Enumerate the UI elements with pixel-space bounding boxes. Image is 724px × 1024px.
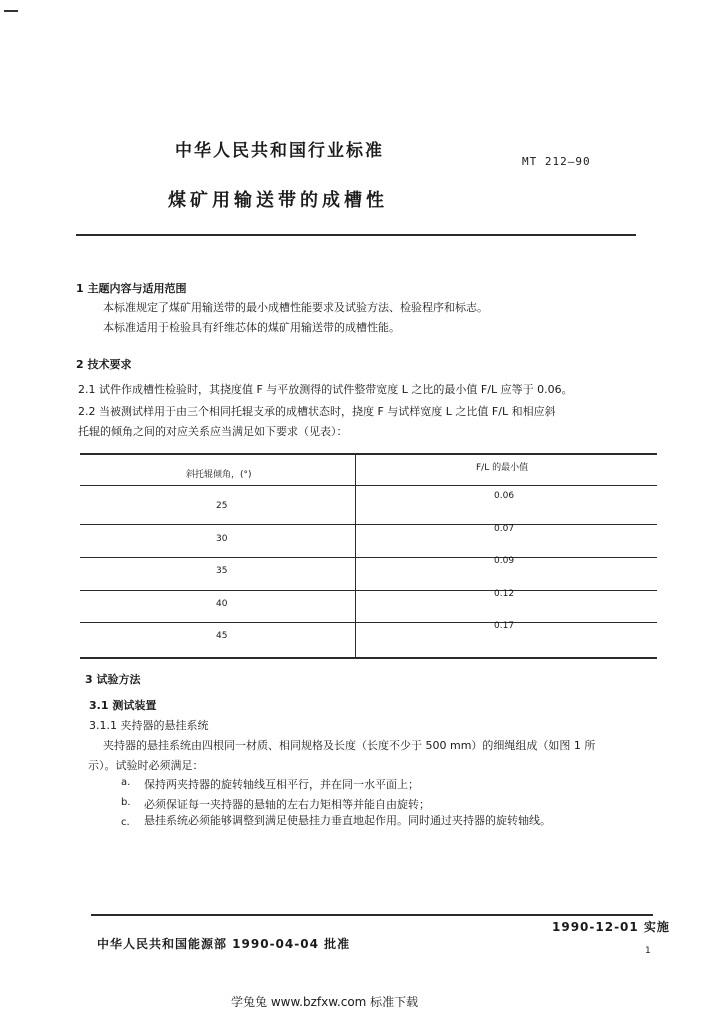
effective-date-line: 1990-12-01 实施 [552,920,670,934]
section-3-heading: 3 试验方法 [85,673,141,686]
table-column-divider [355,453,356,658]
list-item-marker: c. [121,817,130,828]
footer-rule [91,914,653,916]
table-cell-ratio: 0.06 [494,491,515,501]
table-cell-ratio: 0.12 [494,589,515,599]
table-cell-angle: 45 [216,631,228,641]
subsection-3-1-heading: 3.1 测试装置 [89,699,157,712]
table-cell-angle: 35 [216,566,228,576]
header-rule [76,234,636,236]
table-cell-angle: 30 [216,534,228,544]
table-cell-angle: 25 [216,501,228,511]
table-row-rule [80,557,657,558]
list-item-text: 必须保证每一夹持器的悬轴的左右力矩相等并能自由旋转； [144,798,430,811]
section-1-paragraph-2: 本标准适用于检验具有纤维芯体的煤矿用输送带的成槽性能。 [103,321,400,334]
table-row-rule [80,622,657,623]
table-header-rule [80,485,657,486]
clause-2-1: 2.1 试件作成槽性检验时，其挠度值 F 与平放测得的试件整带宽度 L 之比的最小值 F/L 应等于 0.06。 [78,383,573,396]
site-watermark: 学兔兔 www.bzfxw.com 标准下载 [231,995,419,1009]
document-title: 煤矿用输送带的成槽性 [168,190,388,211]
table-row-rule [80,590,657,591]
clause-3-1-1-line-2: 示）。试验时必须满足： [88,759,204,772]
list-item-text: 保持两夹持器的旋转轴线互相平行，并在同一水平面上； [144,778,419,791]
table-cell-ratio: 0.17 [494,621,515,631]
page-number: 1 [645,946,651,956]
standard-code: MT 212—90 [522,155,591,168]
clause-3-1-1-line-1: 夹持器的悬挂系统由四根同一材质、相同规格及长度（长度不少于 500 mm）的细绳组成（如图 1 所 [103,739,596,752]
list-item-marker: b. [121,797,131,808]
table-cell-angle: 40 [216,599,228,609]
table-header-angle: 斜托辊倾角，(°) [186,470,252,480]
table-bottom-rule [80,657,657,659]
section-2-heading: 2 技术要求 [76,358,132,371]
subsection-3-1-1-heading: 3.1.1 夹持器的悬挂系统 [89,719,209,732]
scan-mark [4,10,18,12]
table-cell-ratio: 0.07 [494,524,515,534]
section-1-heading: 1 主题内容与适用范围 [76,282,187,295]
table-row-rule [80,524,657,525]
table-header-ratio: F/L 的最小值 [476,463,529,473]
clause-2-2-line-1: 2.2 当被测试样用于由三个相同托辊支承的成槽状态时，挠度 F 与试样宽度 L 之比值 F/L 和相应斜 [78,405,556,418]
clause-2-2-line-2: 托辊的倾角之间的对应关系应当满足如下要求（见表）： [78,425,348,438]
issuing-agency-heading: 中华人民共和国行业标准 [175,141,384,161]
table-top-rule [80,453,657,455]
list-item-marker: a. [121,777,131,788]
approval-line: 中华人民共和国能源部 1990-04-04 批准 [97,937,351,951]
list-item-text: 悬挂系统必须能够调整到满足使悬挂力垂直地起作用。同时通过夹持器的旋转轴线。 [144,814,551,827]
table-cell-ratio: 0.09 [494,556,515,566]
section-1-paragraph-1: 本标准规定了煤矿用输送带的最小成槽性能要求及试验方法、检验程序和标志。 [103,301,488,314]
